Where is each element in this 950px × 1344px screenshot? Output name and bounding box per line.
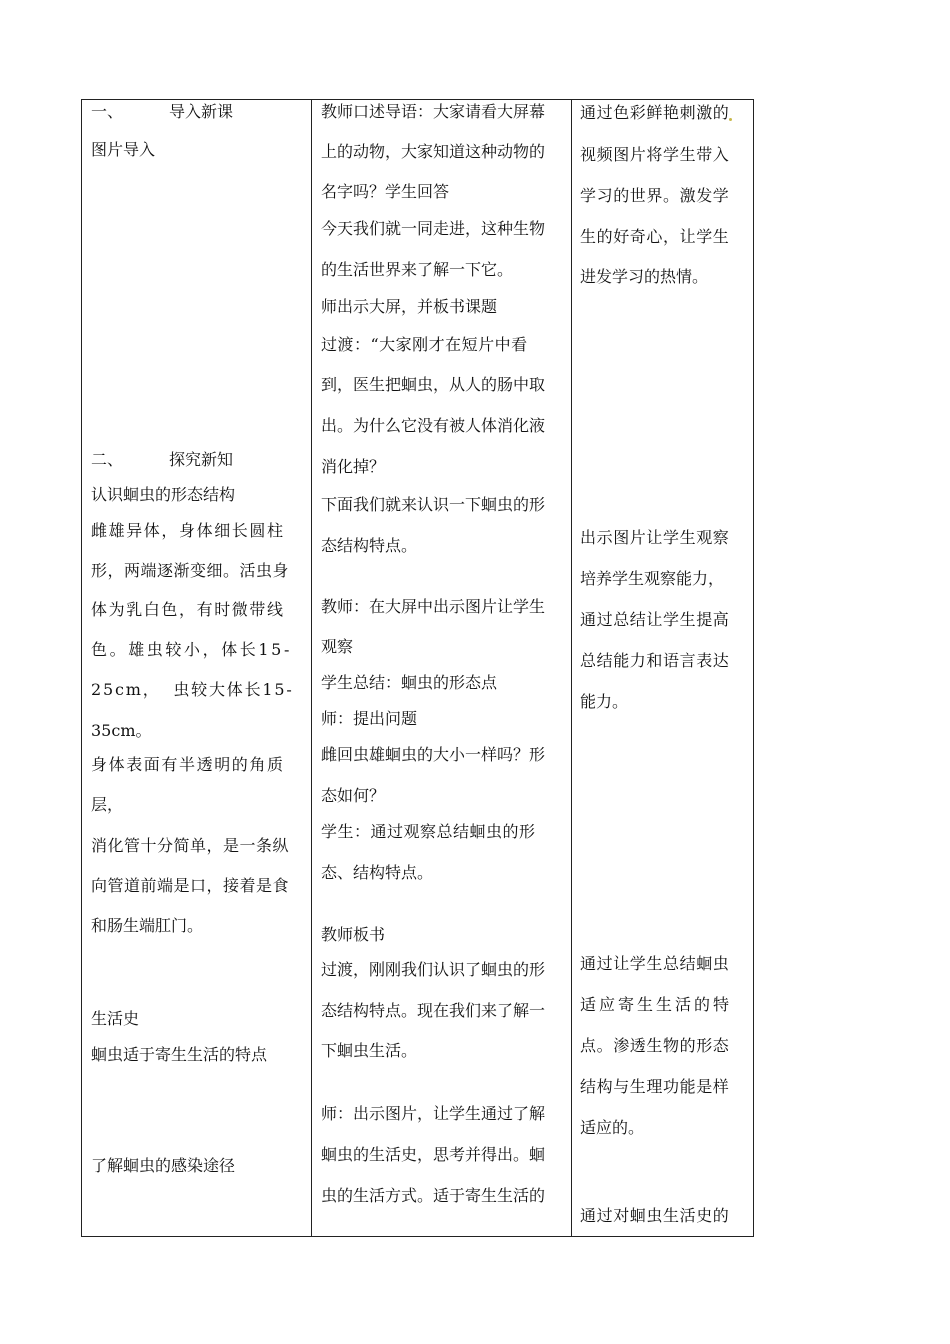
section-heading: 生活史 xyxy=(91,1009,140,1028)
column-content xyxy=(82,100,311,1236)
column-activities xyxy=(311,100,572,1236)
text-line: 总结能力和语言表达 xyxy=(580,651,730,670)
text-line: 通过总结让学生提高 xyxy=(580,610,730,629)
text-line: 过渡，刚刚我们认识了蛔虫的形 xyxy=(321,960,546,979)
text-line: 蛔虫的生活史，思考并得出。蛔 xyxy=(321,1145,546,1164)
text-line: 雌回虫雄蛔虫的大小一样吗？形 xyxy=(321,745,546,764)
text-line: 形，两端逐渐变细。活虫身 xyxy=(91,561,290,580)
text-line: 教师板书 xyxy=(321,925,386,944)
text-line: 结构与生理功能是样 xyxy=(580,1077,730,1096)
text-line: 师：提出问题 xyxy=(321,709,418,728)
text-line: 过渡：“大家刚才在短片中看 xyxy=(321,335,528,354)
text-line: 学生总结：蛔虫的形态点 xyxy=(321,673,498,692)
text-line: 态结构特点。 xyxy=(321,536,418,555)
text-line: 师：出示图片，让学生通过了解 xyxy=(321,1104,546,1123)
text-line: 身体表面有半透明的角质 xyxy=(91,755,285,774)
text-line: 观察 xyxy=(321,637,354,656)
text-line: 培养学生观察能力， xyxy=(580,569,725,588)
text-line: 上的动物，大家知道这种动物的 xyxy=(321,142,546,161)
lesson-plan-table xyxy=(81,99,754,1237)
text-line: 了解蛔虫的感染途径 xyxy=(91,1156,236,1175)
text-line: 教师：在大屏中出示图片让学生 xyxy=(321,597,546,616)
text-line: 生的好奇心，让学生 xyxy=(580,227,730,246)
section-heading: 一、 导入新课 xyxy=(91,102,234,121)
text-line: 虫的生活方式。适于寄生生活的 xyxy=(321,1186,546,1205)
column-intent xyxy=(571,100,753,1236)
text-line: 通过色彩鲜艳刺激的 xyxy=(580,103,747,123)
text-line: 态、结构特点。 xyxy=(321,863,434,882)
text-line: 态如何？ xyxy=(321,786,386,805)
text-line: 适应寄生生活的特 xyxy=(580,995,733,1014)
text-line: 到，医生把蛔虫，从人的肠中取 xyxy=(321,375,546,394)
text-line: 视频图片将学生带入 xyxy=(580,145,730,164)
text-line: 35cm。 xyxy=(91,721,152,740)
text-line: 态结构特点。现在我们来了解一 xyxy=(321,1001,546,1020)
text-line: 下蛔虫生活。 xyxy=(321,1041,418,1060)
text-line: 和肠生端肛门。 xyxy=(91,916,204,935)
text-line: 出示图片让学生观察 xyxy=(580,528,730,547)
text-line: 点。渗透生物的形态 xyxy=(580,1036,730,1055)
text-line: 名字吗？学生回答 xyxy=(321,182,450,201)
text-line: 消化掉？ xyxy=(321,457,386,476)
text-line: 能力。 xyxy=(580,692,629,711)
section-heading: 二、 探究新知 xyxy=(91,450,234,469)
text-line: 学生：通过观察总结蛔虫的形 xyxy=(321,822,536,841)
text-line: 适应的。 xyxy=(580,1118,645,1137)
text-line: 层， xyxy=(91,795,124,814)
text-line: 通过对蛔虫生活史的 xyxy=(580,1206,730,1225)
text-line: 蛔虫适于寄生生活的特点 xyxy=(91,1045,268,1064)
text-line: 进发学习的热情。 xyxy=(580,267,709,286)
text-line: 图片导入 xyxy=(91,140,156,159)
text-line: 的生活世界来了解一下它。 xyxy=(321,260,514,279)
text-line: 出。为什么它没有被人体消化液 xyxy=(321,416,546,435)
text-line: 学习的世界。激发学 xyxy=(580,186,730,205)
text-line: 消化管十分简单，是一条纵 xyxy=(91,836,290,855)
text-line: 雌雄异体，身体细长圆柱 xyxy=(91,521,285,540)
text-line: 教师口述导语：大家请看大屏幕 xyxy=(321,102,546,121)
text-line: 25cm， 虫较大体长15- xyxy=(91,680,294,699)
text-line: 下面我们就来认识一下蛔虫的形 xyxy=(321,495,546,514)
text-line: 色。雄虫较小，体长15- xyxy=(91,640,292,659)
text-line: 师出示大屏，并板书课题 xyxy=(321,297,498,316)
text-line: 体为乳白色，有时微带线 xyxy=(91,600,285,619)
text-line: 向管道前端是口，接着是食 xyxy=(91,876,290,895)
text-line: 认识蛔虫的形态结构 xyxy=(91,485,236,504)
text-line: 通过让学生总结蛔虫 xyxy=(580,954,730,973)
text-line: 今天我们就一同走进，这种生物 xyxy=(321,219,546,238)
